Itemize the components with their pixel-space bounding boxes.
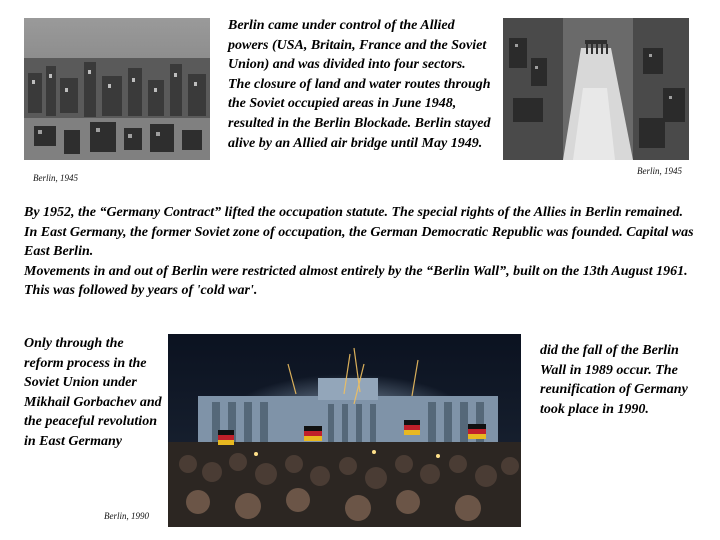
- photo-caption: Berlin, 1990: [104, 511, 149, 521]
- fall-of-wall-paragraph: did the fall of the Berlin Wall in 1989 occur. The reunification of Germany took place in 1990.: [540, 343, 688, 417]
- photo-brandenburg-gate-1945: [503, 18, 689, 160]
- photo-caption: Berlin, 1945: [637, 166, 682, 176]
- allied-control-text-block: [228, 16, 496, 153]
- blockade-paragraph: The closure of land and water routes through the Soviet occupied areas in June 1948, resulted in the Berlin Blockade. Berlin stayed alive by an Allied air bridge until May 1949.: [228, 76, 491, 151]
- allied-control-paragraph: Berlin came under control of the Allied powers (USA, Britain, France and the Soviet Union) and was divided into four sectors.: [228, 18, 487, 73]
- reform-paragraph: Only through the reform process in the Soviet Union under Mikhail Gorbachev and the peaceful revolution in East Germany: [24, 336, 162, 449]
- germany-contract-paragraph: By 1952, the “Germany Contract” lifted the occupation statute. The special rights of the Allies in Berlin remained.: [24, 205, 684, 220]
- gdr-founding-paragraph: In East Germany, the former Soviet zone of occupation, the German Democratic Republic was founded. Capital was East Berlin.: [24, 224, 694, 259]
- post-war-history-text-block: [24, 203, 700, 301]
- reform-text-block: [24, 334, 164, 451]
- photo-reichstag-celebration-1990: [168, 334, 521, 527]
- photo-berlin-1945-ruins: [24, 18, 210, 160]
- berlin-wall-paragraph: Movements in and out of Berlin were restricted almost entirely by the “Berlin Wall”, built on the 13th August 1961. This was followed by years of 'cold war'.: [24, 263, 688, 298]
- photo-caption: Berlin, 1945: [33, 173, 78, 183]
- fall-of-wall-text-block: [540, 341, 688, 419]
